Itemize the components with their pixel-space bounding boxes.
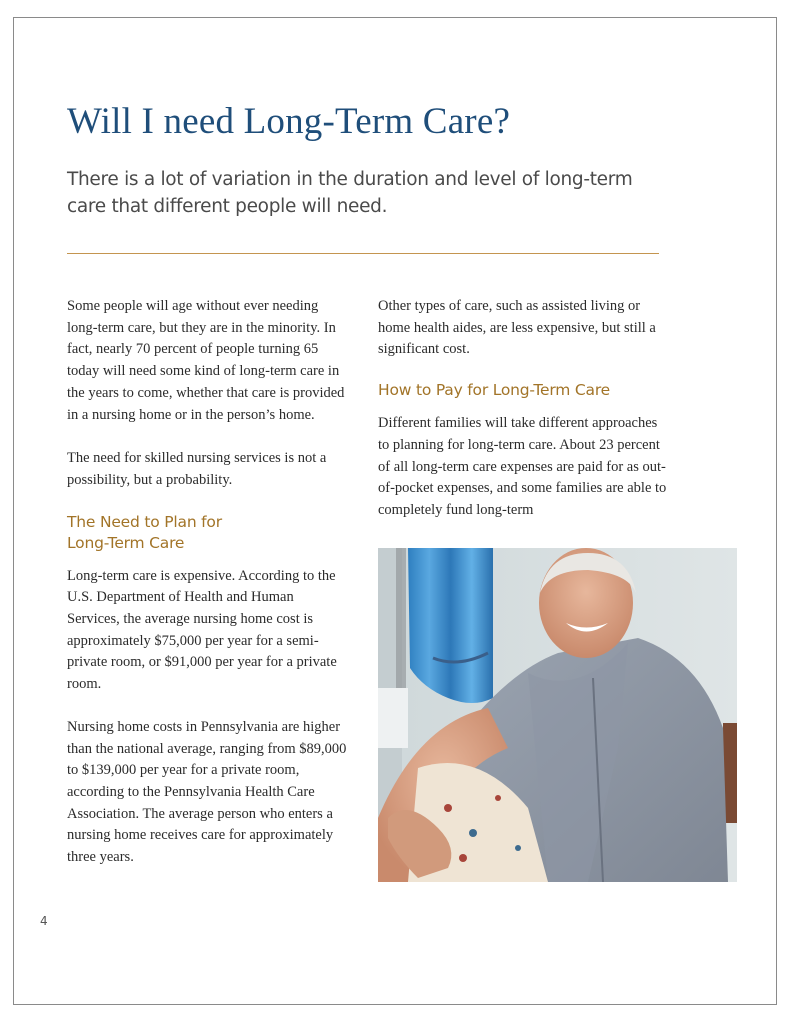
pennsylvania-paragraph: Nursing home costs in Pennsylvania are higher than the national average, ranging from $89,000 to $139,000 per year for a private room, according to the Pennsylvania Health Care Association. The average person who enters a nursing home receives care for approximately three years. — [67, 718, 347, 866]
cost-paragraph: Long-term care is expensive. According to the U.S. Department of Health and Human Services, the average nursing home cost is approximately $75,000 per year for a semi-private room, or $91,000 per year for a private room. — [67, 567, 337, 693]
left-column — [67, 296, 347, 869]
photo-illustration — [378, 548, 737, 882]
heading-line-1: The Need to Plan for — [67, 512, 222, 531]
page-subtitle: There is a lot of variation in the duration and level of long-term care that different people will need. — [67, 169, 633, 217]
other-care-paragraph: Other types of care, such as assisted living or home health aides, are less expensive, but still a significant cost. — [378, 298, 656, 358]
section-heading-need-to-plan — [67, 512, 347, 554]
page-number: 4 — [40, 914, 48, 928]
page-title: Will I need Long-Term Care? — [67, 101, 511, 142]
right-column — [378, 296, 668, 522]
payment-paragraph: Different families will take different approaches to planning for long-term care. About 23 percent of all long-term care expenses are paid for as out-of-pocket expenses, and some families are able to completely fund long-term — [378, 415, 667, 518]
probability-paragraph: The need for skilled nursing services is not a possibility, but a probability. — [67, 450, 327, 488]
senior-man-photo — [378, 548, 737, 882]
section-heading-how-to-pay: How to Pay for Long-Term Care — [378, 381, 610, 400]
divider-rule — [67, 253, 659, 254]
intro-paragraph: Some people will age without ever needing long-term care, but they are in the minority. In fact, nearly 70 percent of people turning 65 today will need some kind of long-term care in the years to come, whether that care is provided in a nursing home or in the person’s home. — [67, 298, 345, 423]
heading-line-2: Long-Term Care — [67, 533, 185, 552]
